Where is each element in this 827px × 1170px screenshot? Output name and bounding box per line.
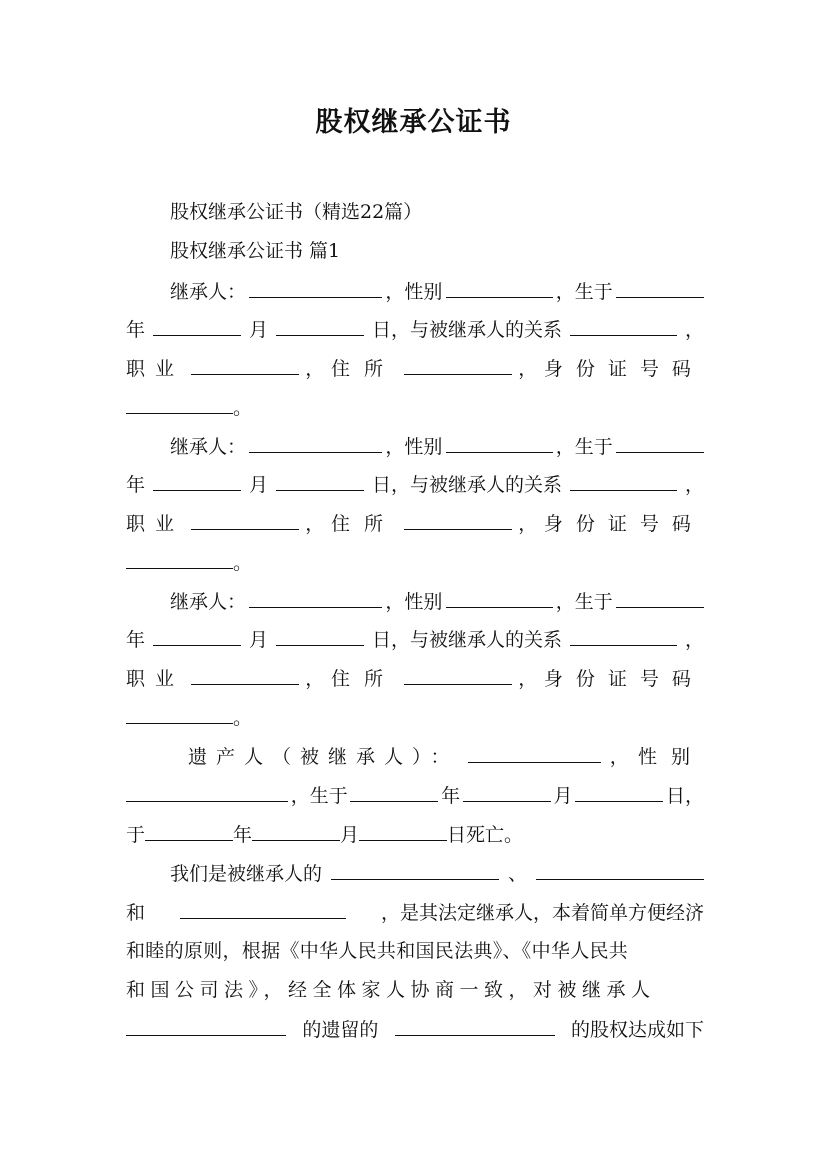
period: 。 — [233, 707, 253, 729]
year-label: 年 — [126, 319, 146, 341]
id-label: 身份证号码 — [543, 513, 704, 535]
job-label: 职业 — [126, 358, 185, 380]
gender-label: ，性别 — [385, 591, 443, 613]
decedent-label: 遗产人（被继承人）： — [188, 746, 459, 768]
heir-3-line-2 — [126, 627, 704, 651]
para-line-4: 和国公司法》，经全体家人协商一致，对被继承人 — [126, 979, 656, 1001]
gender-blank — [446, 279, 553, 298]
relation-label: 日，与被继承人的关系 — [371, 629, 562, 651]
document-subtitle: 股权继承公证书（精选22篇） — [170, 201, 423, 223]
job-label: 职业 — [126, 668, 185, 690]
id-blank — [126, 395, 233, 414]
heir-3-line-1 — [170, 589, 704, 613]
para-text: ，是其法定继承人，本着简单方便经济 — [380, 902, 704, 924]
id-blank — [126, 550, 233, 569]
para-text: 的遗留的 — [302, 1019, 379, 1041]
comma: ， — [305, 668, 325, 690]
address-label: 住所 — [330, 513, 397, 535]
heir-blank-2 — [536, 861, 704, 880]
job-label: 职业 — [126, 513, 185, 535]
year-label: 年 — [441, 785, 461, 807]
gender-blank — [446, 589, 553, 608]
born-label: ，生于 — [555, 281, 613, 303]
comma: ， — [518, 358, 538, 380]
comma: ， — [518, 668, 538, 690]
id-label: 身份证号码 — [543, 668, 704, 690]
death-year-blank — [145, 822, 233, 841]
relation-blank — [570, 627, 677, 646]
heir-3-line-4 — [126, 705, 704, 729]
id-blank — [126, 705, 233, 724]
address-blank — [404, 511, 512, 530]
relation-blank — [570, 317, 677, 336]
section-heading: 股权继承公证书 篇1 — [170, 240, 341, 262]
month-label: 月 — [248, 474, 268, 496]
decedent-name-blank — [468, 744, 601, 763]
heir-2-line-4 — [126, 550, 704, 574]
decedent-blank — [126, 1017, 286, 1036]
name-blank — [249, 589, 382, 608]
heir-blank-1 — [331, 861, 499, 880]
para-text: 、 — [507, 863, 527, 885]
birth-year-blank — [616, 434, 704, 453]
address-label: 住所 — [330, 668, 397, 690]
death-label: 日死亡。 — [447, 824, 524, 846]
birth-day-blank — [276, 472, 364, 491]
para-text: 的股权达成如下 — [570, 1019, 704, 1041]
birth-month-blank — [153, 317, 241, 336]
birth-year-blank — [616, 589, 704, 608]
para-text: 我们是被继承人的 — [170, 863, 323, 885]
month-label: 月 — [248, 319, 268, 341]
heir-2-line-2 — [126, 472, 704, 496]
gender-label: ，性别 — [385, 436, 443, 458]
death-month-blank — [252, 822, 340, 841]
period: 。 — [233, 397, 253, 419]
para-line-2 — [126, 900, 704, 924]
job-blank — [191, 511, 299, 530]
year-label: 年 — [233, 824, 253, 846]
comma: ， — [305, 358, 325, 380]
heir-label: 继承人： — [170, 591, 247, 613]
decedent-gender-blank — [126, 783, 288, 802]
address-blank — [404, 666, 512, 685]
death-day-blank — [359, 822, 447, 841]
relation-label: 日，与被继承人的关系 — [371, 319, 562, 341]
heir-label: 继承人： — [170, 436, 247, 458]
para-line-3: 和睦的原则，根据《中华人民共和国民法典》、《中华人民共 — [126, 940, 629, 962]
document-title: 股权继承公证书 — [315, 107, 512, 138]
birth-month-blank — [153, 472, 241, 491]
heir-2-line-1 — [170, 434, 704, 458]
heir-1-line-4 — [126, 395, 704, 419]
day-label: 日， — [665, 785, 704, 807]
comma: ， — [684, 474, 704, 496]
relation-label: 日，与被继承人的关系 — [371, 474, 562, 496]
decedent-line-2 — [126, 783, 704, 807]
birth-year-blank — [350, 783, 438, 802]
comma: ， — [518, 513, 538, 535]
month-label: 月 — [553, 785, 573, 807]
gender-label: ，性别 — [385, 281, 443, 303]
birth-year-blank — [616, 279, 704, 298]
born-label: ，生于 — [555, 591, 613, 613]
month-label: 月 — [340, 824, 360, 846]
born-label: ，生于 — [555, 436, 613, 458]
decedent-line-3 — [126, 822, 704, 846]
para-line-1 — [170, 861, 704, 885]
birth-day-blank — [575, 783, 663, 802]
year-label: 年 — [126, 629, 146, 651]
month-label: 月 — [248, 629, 268, 651]
birth-month-blank — [153, 627, 241, 646]
period: 。 — [233, 552, 253, 574]
birth-day-blank — [276, 627, 364, 646]
gender-label: 性别 — [637, 746, 704, 768]
job-blank — [191, 356, 299, 375]
address-label: 住所 — [330, 358, 397, 380]
company-blank — [395, 1017, 555, 1036]
comma: ， — [609, 746, 629, 768]
comma: ， — [684, 319, 704, 341]
name-blank — [249, 279, 382, 298]
comma: ， — [684, 629, 704, 651]
heir-3-line-3 — [126, 666, 704, 690]
on-label: 于 — [126, 824, 146, 846]
id-label: 身份证号码 — [543, 358, 704, 380]
year-label: 年 — [126, 474, 146, 496]
comma: ， — [305, 513, 325, 535]
para-text: 和 — [126, 902, 146, 924]
heir-1-line-1 — [170, 279, 704, 303]
name-blank — [249, 434, 382, 453]
heir-1-line-2 — [126, 317, 704, 341]
birth-month-blank — [463, 783, 551, 802]
para-line-5 — [126, 1017, 704, 1041]
heir-1-line-3 — [126, 356, 704, 380]
heir-2-line-3 — [126, 511, 704, 535]
born-label: ，生于 — [290, 785, 348, 807]
heir-blank-3 — [180, 900, 346, 919]
heir-label: 继承人： — [170, 281, 247, 303]
birth-day-blank — [276, 317, 364, 336]
decedent-line-1 — [188, 744, 704, 768]
job-blank — [191, 666, 299, 685]
relation-blank — [570, 472, 677, 491]
gender-blank — [446, 434, 553, 453]
address-blank — [404, 356, 512, 375]
